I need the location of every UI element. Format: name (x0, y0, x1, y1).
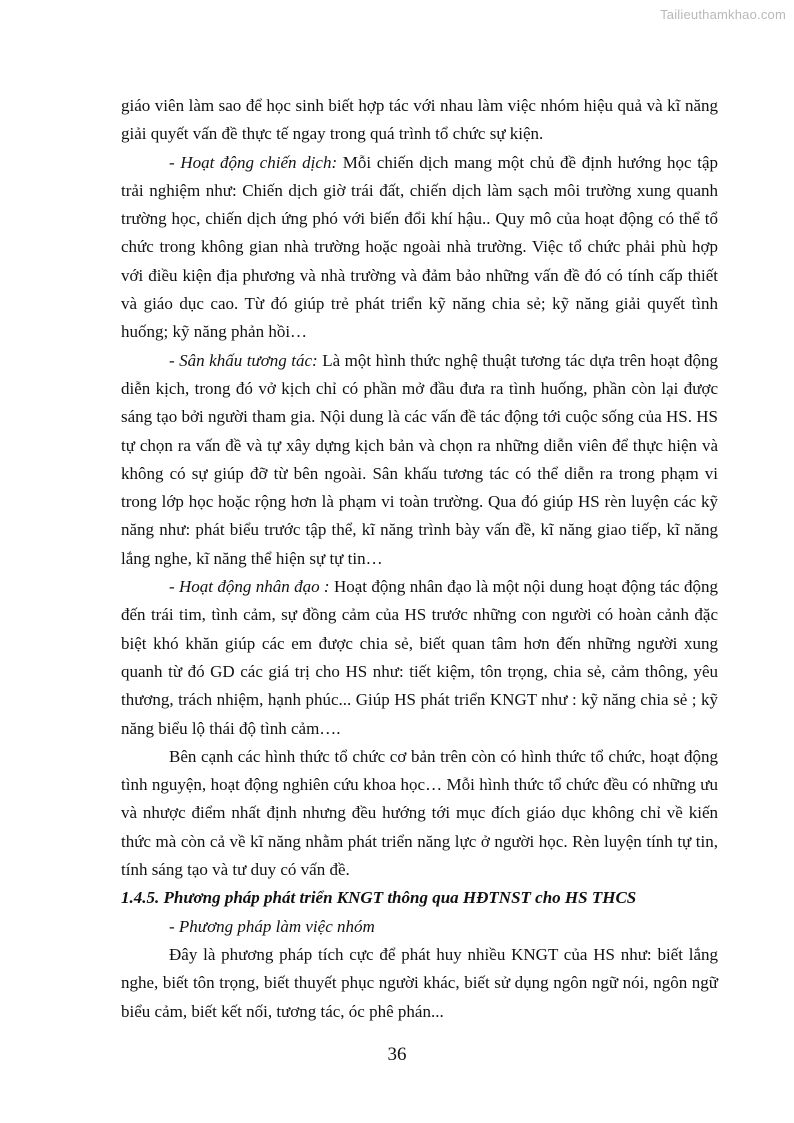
campaign-activity-label: - Hoạt động chiến dịch: (169, 152, 338, 172)
humanitarian-activity-label: - Hoạt động nhân đạo : (169, 577, 330, 597)
campaign-activity-text: Mỗi chiến dịch mang một chủ đề định hướng học tập trải nghiệm như: Chiến dịch giờ trái đất, chiến dịch làm sạch môi trường xung quanh trường học, chiến dịch ứng phó với biến đổi khí hậu.. Quy mô của hoạt động có thể tổ chức trong không gian nhà trường hoặc ngoài nhà trường. Việc tổ chức phải phù hợp với điều kiện địa phương và nhà trường và đảm bảo những vấn đề đó có tính cấp thiết và giáo dục cao. Từ đó giúp trẻ phát triển kỹ năng chia sẻ; kỹ năng giải quyết tình huống; kỹ năng phản hồi… (121, 152, 719, 342)
document-body (121, 92, 718, 1026)
page-number: 36 (387, 1044, 407, 1065)
paragraph-interactive-theater (121, 347, 718, 573)
paragraph-intro: giáo viên làm sao để học sinh biết hợp tác với nhau làm việc nhóm hiệu quả và kĩ năng giải quyết vấn đề thực tế ngay trong quá trình tổ chức sự kiện. (121, 96, 718, 144)
humanitarian-activity-text: Hoạt động nhân đạo là một nội dung hoạt động tác động đến trái tim, tình cảm, sự đồng cảm của HS trước những con người có hoàn cảnh đặc biệt khó khăn giúp các em được chia sẻ, biết quan tâm hơn đến những người xung quanh từ đó GD các giá trị cho HS như: tiết kiệm, tôn trọng, chia sẻ, cảm thông, yêu thương, trách nhiệm, hạnh phúc... Giúp HS phát triển KNGT như : kỹ năng chia sẻ ; kỹ năng biểu lộ thái độ tình cảm…. (121, 577, 718, 738)
paragraph-group-work: Đây là phương pháp tích cực để phát huy nhiều KNGT của HS như: biết lắng nghe, biết tôn trọng, biết thuyết phục người khác, biết sử dụng ngôn ngữ nói, ngôn ngữ biểu cảm, biết kết nối, tương tác, óc phê phán... (121, 944, 718, 1021)
paragraph-humanitarian-activity (121, 573, 718, 743)
watermark: Tailieuthamkhao.com (660, 7, 786, 22)
subheading-group-work: - Phương pháp làm việc nhóm (169, 916, 375, 936)
paragraph-campaign-activity (121, 149, 718, 347)
section-heading: 1.4.5. Phương pháp phát triển KNGT thông qua HĐTNST cho HS THCS (121, 888, 637, 908)
interactive-theater-text: Là một hình thức nghệ thuật tương tác dựa trên hoạt động diễn kịch, trong đó vở kịch chỉ có phần mở đầu đưa ra tình huống, phần còn lại được sáng tạo bởi người tham gia. Nội dung là các vấn đề tác động tới cuộc sống của HS. HS tự chọn ra vấn đề và tự xây dựng kịch bản và chọn ra những diễn viên để thực hiện và không có sự giúp đỡ từ bên ngoài. Sân khấu tương tác có thể diễn ra trong phạm vi trong lớp học hoặc rộng hơn là phạm vi toàn trường. Qua đó giúp HS rèn luyện các kỹ năng như: phát biểu trước tập thể, kĩ năng trình bày vấn đề, kĩ năng giao tiếp, kĩ năng lắng nghe, kĩ năng thể hiện sự tự tin… (121, 350, 718, 568)
interactive-theater-label: - Sân khấu tương tác: (169, 350, 318, 370)
paragraph-other-forms: Bên cạnh các hình thức tổ chức cơ bản trên còn có hình thức tổ chức, hoạt động tình nguyện, hoạt động nghiên cứu khoa học… Mỗi hình thức tổ chức đều có những ưu và nhược điểm nhất định nhưng đều hướng tới mục đích giáo dục không chỉ về kiến thức mà còn cả về kĩ năng nhằm phát triển năng lực ở người học. Rèn luyện tính tự tin, tính sáng tạo và tư duy có vấn đề. (121, 746, 718, 880)
